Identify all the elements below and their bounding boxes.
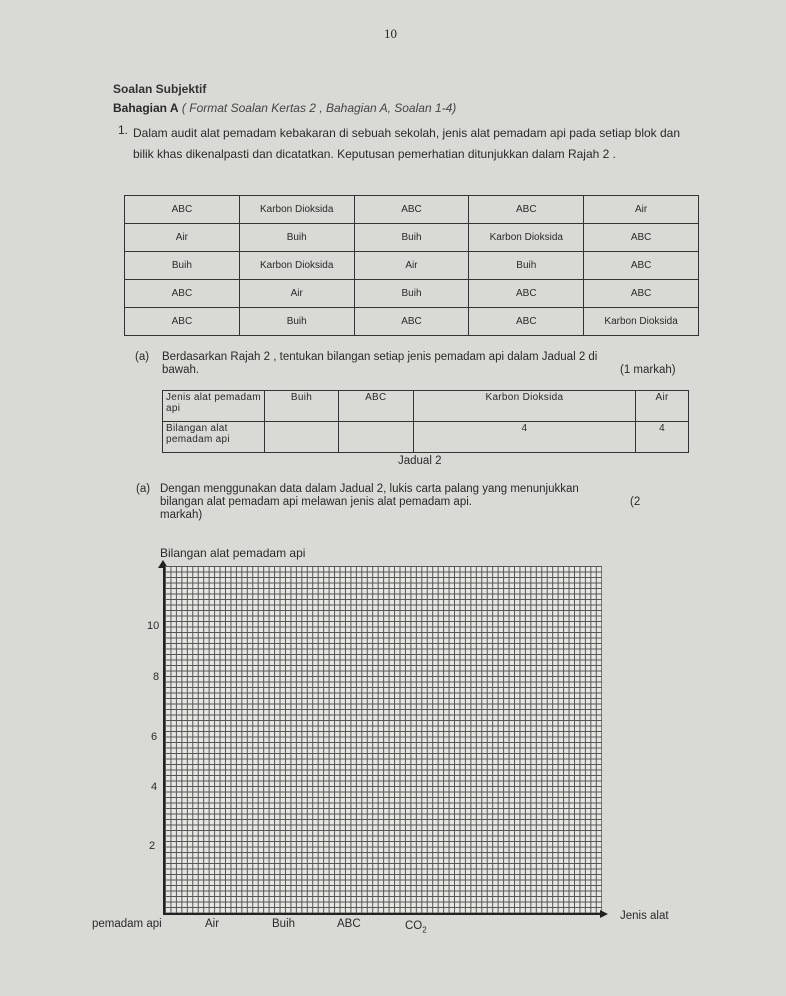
table-cell: ABC (469, 308, 584, 336)
table-cell: Buih (469, 252, 584, 280)
question-number: 1. (118, 123, 129, 137)
table-cell: 4 (413, 422, 636, 453)
table-cell: ABC (469, 196, 584, 224)
part-label: Bahagian A (113, 101, 179, 115)
table-cell: Air (354, 252, 469, 280)
table-cell: Air (239, 280, 354, 308)
table-cell: ABC (354, 308, 469, 336)
table-cell: Jenis alat pemadam api (163, 391, 265, 422)
part-b-marks: (2 (630, 496, 641, 508)
part-a-marks: (1 markah) (620, 364, 676, 376)
table-cell: Karbon Dioksida (584, 308, 699, 336)
graph-paper-grid[interactable] (163, 566, 602, 915)
table-cell: Karbon Dioksida (413, 391, 636, 422)
table-cell: ABC (584, 252, 699, 280)
table-cell: ABC (338, 391, 413, 422)
x-tick-label: Air (205, 918, 220, 930)
part-note: ( Format Soalan Kertas 2 , Bahagian A, Soalan 1-4) (181, 101, 457, 115)
part-heading (113, 101, 456, 115)
table-row (125, 224, 699, 252)
part-b-label: (a) (136, 483, 151, 495)
table-row (125, 196, 699, 224)
chart-y-label: Bilangan alat pemadam api (160, 546, 306, 560)
y-tick-label: 2 (149, 840, 156, 852)
y-tick-label: 10 (147, 620, 160, 632)
answer-cell-abc[interactable] (338, 422, 413, 453)
table-cell: Air (584, 196, 699, 224)
table-cell: Buih (265, 391, 339, 422)
part-a-text: Berdasarkan Rajah 2 , tentukan bilangan setiap jenis pemadam api dalam Jadual 2 di bawah. (162, 351, 598, 376)
part-b-text (160, 483, 610, 522)
table-cell: Buih (354, 224, 469, 252)
x-tick-label: ABC (337, 918, 361, 930)
x-axis-label: Jenis alat (620, 910, 669, 922)
table-cell: Karbon Dioksida (469, 224, 584, 252)
table-row (125, 280, 699, 308)
page-number: 10 (384, 26, 397, 41)
table-cell: Buih (239, 308, 354, 336)
table-cell: Bilangan alat pemadam api (163, 422, 265, 453)
part-b-question: Dengan menggunakan data dalam Jadual 2, lukis carta palang yang menunjukkan bilangan alat pemadam api melawan jenis alat pemadam api. (160, 483, 579, 508)
x-axis-label-cont: pemadam api (92, 918, 162, 930)
table-cell: Buih (125, 252, 240, 280)
y-tick-label: 6 (151, 731, 158, 743)
y-tick-label: 4 (151, 781, 158, 793)
part-a-label: (a) (135, 351, 150, 363)
table-cell: Buih (354, 280, 469, 308)
table-cell: ABC (125, 280, 240, 308)
table-cell: ABC (584, 224, 699, 252)
answer-cell-buih[interactable] (265, 422, 339, 453)
table-cell: Karbon Dioksida (239, 252, 354, 280)
question-text: Dalam audit alat pemadam kebakaran di sebuah sekolah, jenis alat pemadam api pada setiap blok dan bilik khas dikenalpasti dan dicatatkan. Keputusan pemerhatian ditunjukkan dalam Rajah 2 . (133, 126, 681, 161)
table-cell: Air (636, 391, 689, 422)
table-cell: ABC (125, 308, 240, 336)
x-tick-label: Buih (272, 918, 296, 930)
table-caption: Jadual 2 (398, 455, 442, 467)
table-row (125, 308, 699, 336)
table-cell: Buih (239, 224, 354, 252)
x-tick-label-co2: $CO_2$ (405, 920, 427, 935)
table-cell: Karbon Dioksida (239, 196, 354, 224)
x-axis-arrow (600, 910, 608, 918)
table-cell: ABC (354, 196, 469, 224)
table-cell: 4 (636, 422, 689, 453)
jadual-2-table (162, 390, 689, 453)
table-cell: ABC (584, 280, 699, 308)
section-title: Soalan Subjektif (113, 82, 207, 96)
table-cell: ABC (125, 196, 240, 224)
y-tick-label: 8 (153, 671, 160, 683)
table-cell: ABC (469, 280, 584, 308)
table-row (125, 252, 699, 280)
table-row (163, 391, 689, 422)
rajah-2-table (124, 195, 699, 336)
part-b-marks-cont: markah) (160, 509, 203, 521)
table-row (163, 422, 689, 453)
table-cell: Air (125, 224, 240, 252)
